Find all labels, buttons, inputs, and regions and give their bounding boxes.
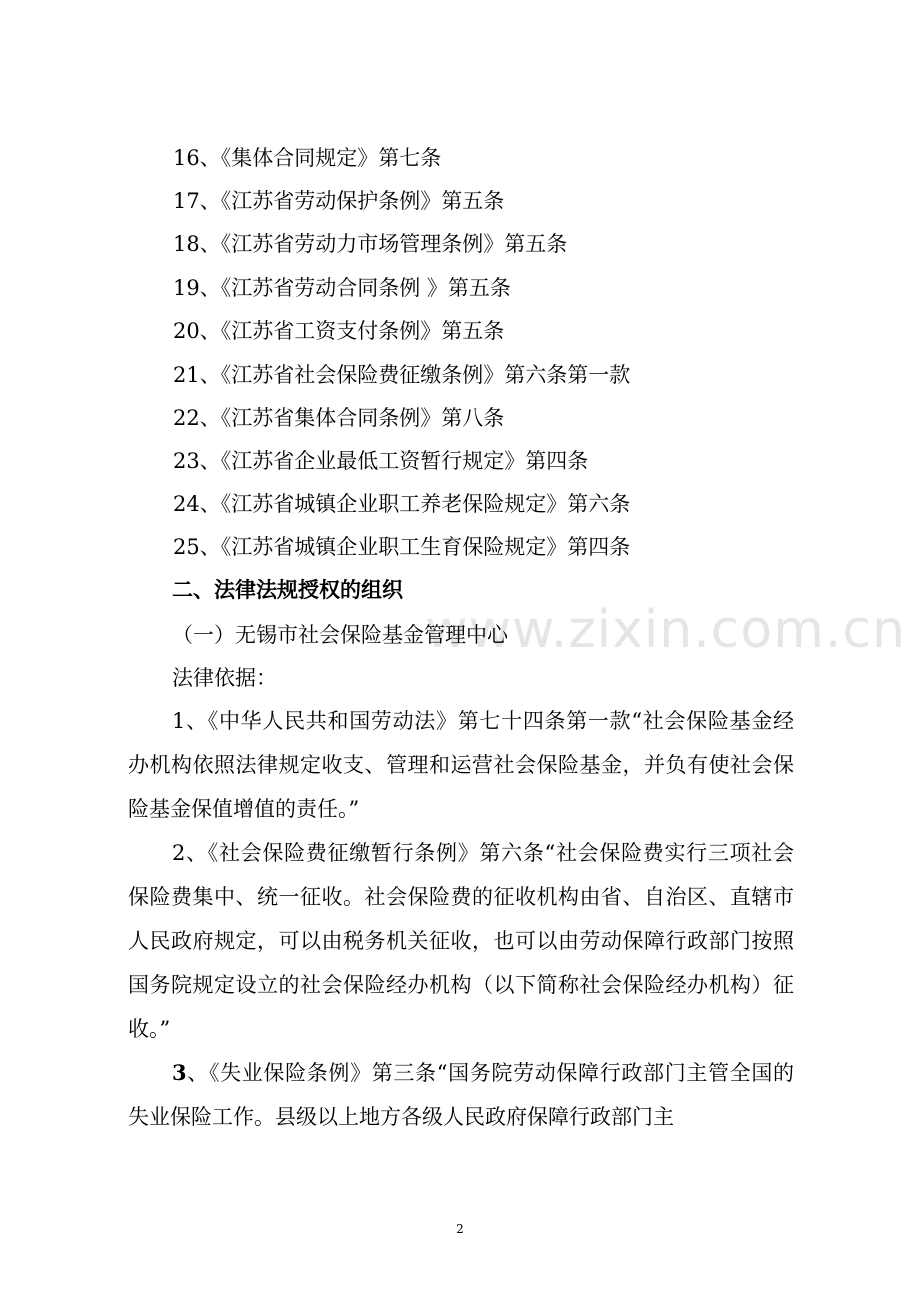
paragraph-number: 2	[172, 841, 186, 865]
paragraph-text: 、《中华人民共和国劳动法》第七十四条第一款“社会保险基金经办机构依照法律规定收支、管理和运营社会保险基金，并负有使社会保险基金保值增值的责任。”	[128, 709, 794, 821]
list-item: 17、《江苏省劳动保护条例》第五条	[173, 189, 505, 213]
list-item: 20、《江苏省工资支付条例》第五条	[173, 319, 505, 343]
watermark: www.zixin.com.cn	[425, 600, 906, 660]
list-item: 24、《江苏省城镇企业职工养老保险规定》第六条	[173, 492, 631, 516]
list-item: 21、《江苏省社会保险费征缴条例》第六条第一款	[173, 363, 631, 387]
paragraph-text: 、《社会保险费征缴暂行条例》第六条“社会保险费实行三项社会保险费集中、统一征收。社会保险费的征收机构由省、自治区、直辖市人民政府规定，可以由税务机关征收，也可以由劳动保障行政部门按照国务院规定设立的社会保险经办机构（以下简称社会保险经办机构）征收。”	[128, 841, 794, 1041]
paragraph-number: 3	[172, 1060, 187, 1085]
list-item: 19、《江苏省劳动合同条例 》第五条	[173, 276, 511, 300]
paragraph-2	[128, 831, 794, 1051]
section-heading: 二、法律法规授权的组织	[172, 578, 403, 602]
list-item: 23、《江苏省企业最低工资暂行规定》第四条	[173, 449, 589, 473]
list-item: 22、《江苏省集体合同条例》第八条	[173, 406, 505, 430]
page-number: 2	[456, 1222, 464, 1236]
sub-heading: （一）无锡市社会保险基金管理中心	[172, 623, 508, 647]
paragraph-number: 1	[172, 709, 186, 733]
paragraph-text: 、《失业保险条例》第三条“国务院劳动保障行政部门主管全国的失业保险工作。县级以上地方各级人民政府保障行政部门主	[128, 1061, 794, 1129]
list-item: 25、《江苏省城镇企业职工生育保险规定》第四条	[173, 535, 631, 559]
paragraph-3	[128, 1051, 794, 1139]
list-item: 16、《集体合同规定》第七条	[173, 146, 442, 170]
list-item: 18、《江苏省劳动力市场管理条例》第五条	[173, 232, 568, 256]
paragraph-1	[128, 699, 794, 831]
basis-label: 法律依据：	[172, 666, 277, 690]
